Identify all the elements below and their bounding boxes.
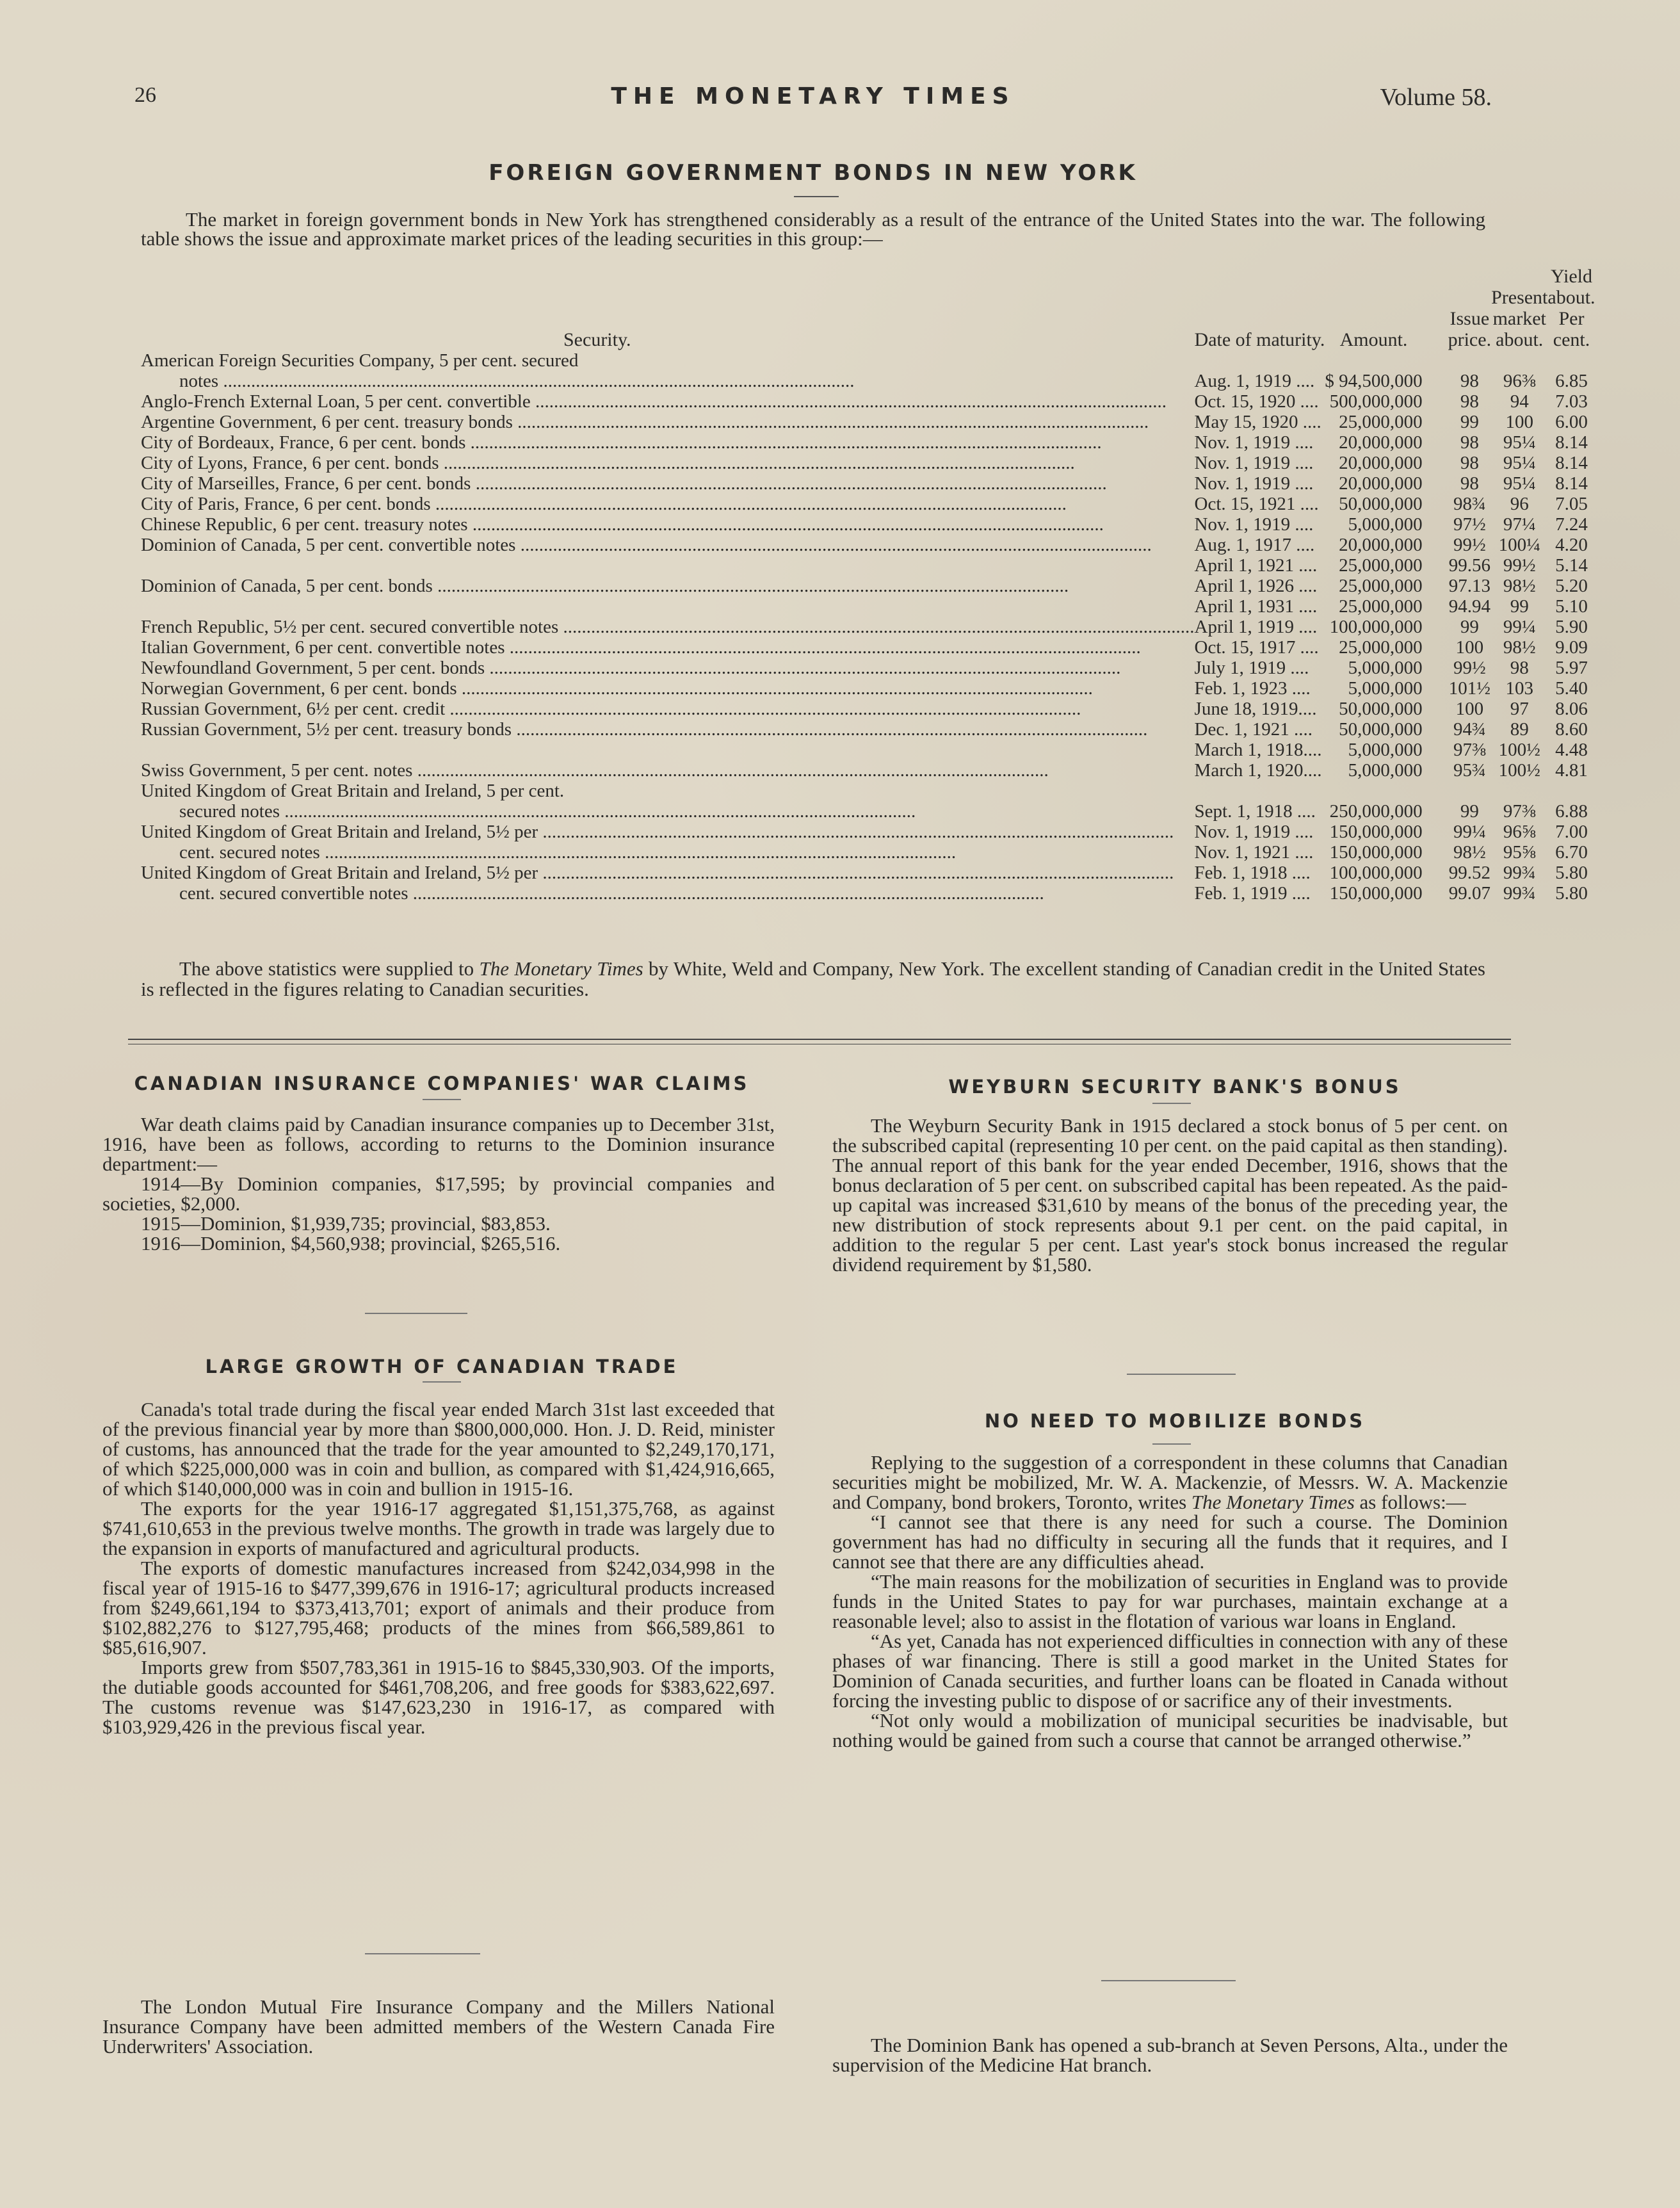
cell-date: July 1, 1919 .... <box>1194 658 1309 678</box>
cell-yield: 5.90 <box>1555 617 1588 637</box>
table-row <box>141 535 1595 555</box>
table-row <box>141 432 1595 453</box>
cell-security: City of Bordeaux, France, 6 per cent. bonds ..... <box>141 432 1195 453</box>
cell-market: 99¼ <box>1503 617 1536 637</box>
table-row <box>141 883 1595 904</box>
cell-issue: 98¾ <box>1453 494 1486 514</box>
table-row <box>141 596 1595 617</box>
cell-issue: 100 <box>1455 637 1484 658</box>
cell-date: April 1, 1926 .... <box>1194 576 1318 596</box>
war-claims-p3: 1915—Dominion, $1,939,735; provincial, $83,853. <box>141 1212 551 1235</box>
bonds-table-body <box>141 350 1595 904</box>
mobilize-p5: “Not only would a mobilization of municipal securities be inadvisable, but nothing would be gained from such a course that cannot be arranged otherwise.” <box>832 1709 1508 1751</box>
cell-security: American Foreign Securities Company, 5 per cent. secured <box>141 350 579 371</box>
cell-amount: 150,000,000 <box>1329 842 1423 863</box>
table-row <box>141 760 1595 781</box>
cell-date: Nov. 1, 1919 .... <box>1194 514 1314 535</box>
cell-security: Swiss Government, 5 per cent. notes ..... <box>141 760 1195 781</box>
outro-paragraph: The above statistics were supplied to The Monetary Times by White, Weld and Company, New York. The excellent standing of Canadian credit in the United States is reflected in the figures relating to Canadian securities. <box>141 957 1485 1000</box>
cell-date: May 15, 1920 .... <box>1194 412 1321 432</box>
cell-amount: 50,000,000 <box>1339 494 1423 514</box>
page-number: 26 <box>134 83 156 107</box>
cell-market: 97 <box>1510 699 1529 719</box>
cell-date: Nov. 1, 1919 .... <box>1194 453 1314 473</box>
cell-yield <box>1547 350 1595 371</box>
cell-security: Norwegian Government, 6 per cent. bonds ..... <box>141 678 1195 699</box>
cell-security: Chinese Republic, 6 per cent. treasury notes ..... <box>141 514 1195 535</box>
cell-date: June 18, 1919.... <box>1194 699 1317 719</box>
cell-security <box>141 596 1195 617</box>
cell-issue: 95¾ <box>1453 760 1486 781</box>
table-row <box>141 473 1595 494</box>
cell-market: 100¼ <box>1498 535 1540 555</box>
cell-yield: 7.03 <box>1555 391 1588 412</box>
cell-amount <box>1325 350 1448 371</box>
cell-date: Feb. 1, 1923 .... <box>1194 678 1311 699</box>
trade-p1: Canada's total trade during the fiscal year ended March 31st last exceeded that of the previous financial year by more than $800,000,000. Hon. J. D. Reid, minister of customs, has announced that the trade for the year amounted to $2,249,170,171, of which $225,000,000 was in coin and bullion, as compared with $1,424,916,665, of which $140,000,000 was in coin and bullion in 1915-16. <box>102 1398 775 1500</box>
cell-yield: 7.00 <box>1555 822 1588 842</box>
cell-yield: 4.20 <box>1555 535 1588 555</box>
table-row <box>141 453 1595 473</box>
col-header-security: Security. <box>563 329 631 350</box>
cell-date: Feb. 1, 1919 .... <box>1194 883 1311 904</box>
cell-market: 98½ <box>1503 637 1536 658</box>
mobilize-p3: “The main reasons for the mobilization of securities in England was to provide funds in the United States to pay for war purchases, maintain exchange at a reasonable level; also to assist in the flotation of various war loans in England. <box>832 1570 1508 1632</box>
cell-security: Italian Government, 6 per cent. convertible notes ..... <box>141 637 1195 658</box>
cell-market: 100½ <box>1498 740 1540 760</box>
cell-market: 99¾ <box>1503 883 1536 904</box>
cell-market: 96⅜ <box>1503 371 1536 391</box>
cell-security: City of Marseilles, France, 6 per cent. bonds ..... <box>141 473 1195 494</box>
cell-date: Aug. 1, 1919 .... <box>1194 371 1315 391</box>
cell-yield: 6.70 <box>1555 842 1588 863</box>
cell-security: Russian Government, 6½ per cent. credit ..... <box>141 699 1195 719</box>
cell-market <box>1491 781 1547 801</box>
cell-yield: 7.24 <box>1555 514 1588 535</box>
cell-security: French Republic, 5½ per cent. secured convertible notes ..... <box>141 617 1195 637</box>
cell-issue: 94.94 <box>1448 596 1490 617</box>
war-claims-p1: War death claims paid by Canadian insurance companies up to December 31st, 1916, have been as follows, according to returns to the Dominion insurance department:— <box>102 1113 775 1175</box>
cell-issue: 99¼ <box>1453 822 1486 842</box>
london-mutual-p: The London Mutual Fire Insurance Company and the Millers National Insurance Company have been admitted members of the Western Canada Fire Underwriters' Association. <box>102 1995 775 2058</box>
separator-rule <box>365 1313 467 1314</box>
cell-date: Oct. 15, 1920 .... <box>1194 391 1319 412</box>
cell-date <box>1195 350 1325 371</box>
table-row <box>141 350 1595 371</box>
cell-yield: 9.09 <box>1555 637 1588 658</box>
cell-market: 95¼ <box>1503 432 1536 453</box>
heading-mobilize: NO NEED TO MOBILIZE BONDS <box>984 1410 1366 1432</box>
cell-date: Feb. 1, 1918 .... <box>1194 863 1311 883</box>
cell-market <box>1491 350 1547 371</box>
heading-war-claims: CANADIAN INSURANCE COMPANIES' WAR CLAIMS <box>134 1073 750 1094</box>
cell-security: Argentine Government, 6 per cent. treasury bonds ..... <box>141 412 1195 432</box>
cell-issue: 94¾ <box>1453 719 1486 740</box>
title-rule <box>794 196 839 197</box>
table-row <box>141 637 1595 658</box>
cell-issue: 97½ <box>1453 514 1486 535</box>
cell-market: 94 <box>1510 391 1529 412</box>
cell-amount: 500,000,000 <box>1329 391 1423 412</box>
table-row <box>141 391 1595 412</box>
trade-article <box>102 1399 775 1737</box>
cell-security: Anglo-French External Loan, 5 per cent. convertible ..... <box>141 391 1195 412</box>
table-row <box>141 514 1595 535</box>
mobilize-p4: “As yet, Canada has not experienced difficulties in connection with any of these phases of war financing. There is still a good market in the United States for Dominion of Canada securities, and further loans can be floated in Canada without forcing the investing public to dispose of or sacrifice any of their investments. <box>832 1630 1508 1712</box>
cell-amount: 50,000,000 <box>1339 699 1423 719</box>
cell-yield: 5.80 <box>1555 863 1588 883</box>
cell-issue: 101½ <box>1448 678 1490 699</box>
table-row <box>141 555 1595 576</box>
mobilize-article <box>832 1452 1508 1750</box>
trade-p3: The exports of domestic manufactures increased from $242,034,998 in the fiscal year of 1915-16 to $477,399,676 in 1916-17; agricultural products increased from $249,661,194 to $373,413,701; export of animals and their produce from $102,882,276 to $127,795,468; products of the mines from $66,589,861 to $85,616,907. <box>102 1557 775 1659</box>
cell-date: March 1, 1918.... <box>1194 740 1322 760</box>
cell-amount: 25,000,000 <box>1339 555 1423 576</box>
cell-security: notes ..... <box>141 371 1195 391</box>
cell-date: March 1, 1920.... <box>1194 760 1322 781</box>
cell-issue: 98 <box>1460 432 1479 453</box>
cell-issue: 98 <box>1460 391 1479 412</box>
cell-issue: 97.13 <box>1448 576 1490 596</box>
cell-yield: 5.20 <box>1555 576 1588 596</box>
table-row <box>141 576 1595 596</box>
intro-paragraph: The market in foreign government bonds in New York has strengthened considerably as a result of the entrance of the United States into the war. The following table shows the issue and approximate market prices of the leading securities in this group:— <box>141 208 1485 250</box>
cell-security: Dominion of Canada, 5 per cent. convertible notes ..... <box>141 535 1195 555</box>
table-row <box>141 617 1595 637</box>
cell-issue: 99½ <box>1453 658 1486 678</box>
cell-market: 95¼ <box>1503 453 1536 473</box>
war-claims-p2: 1914—By Dominion companies, $17,595; by provincial companies and societies, $2,000. <box>102 1173 775 1215</box>
cell-security: United Kingdom of Great Britain and Ireland, 5½ per ..... <box>141 822 1195 842</box>
war-claims-article <box>102 1114 775 1253</box>
cell-issue: 98 <box>1460 473 1479 494</box>
cell-date: April 1, 1931 .... <box>1194 596 1318 617</box>
cell-security: City of Paris, France, 6 per cent. bonds ..... <box>141 494 1195 514</box>
cell-issue: 98 <box>1460 371 1479 391</box>
cell-yield: 4.48 <box>1555 740 1588 760</box>
cell-date: Aug. 1, 1917 .... <box>1194 535 1315 555</box>
table-row <box>141 719 1595 740</box>
cell-issue: 98½ <box>1453 842 1486 863</box>
cell-yield: 6.88 <box>1555 801 1588 822</box>
cell-issue <box>1448 781 1491 801</box>
cell-date: April 1, 1921 .... <box>1194 555 1318 576</box>
cell-market: 96⅝ <box>1503 822 1536 842</box>
cell-security <box>141 740 1195 760</box>
cell-amount: 20,000,000 <box>1339 473 1423 494</box>
war-claims-p4: 1916—Dominion, $4,560,938; provincial, $265,516. <box>141 1232 561 1254</box>
trade-p4: Imports grew from $507,783,361 in 1915-16 to $845,330,903. Of the imports, the dutiable goods accounted for $461,708,206, and free goods for $383,622,697. The customs revenue was $147,623,230 in 1916-17, as compared with $103,929,426 in the previous fiscal year. <box>102 1656 775 1738</box>
cell-amount: 250,000,000 <box>1329 801 1423 822</box>
cell-security: Dominion of Canada, 5 per cent. bonds ..... <box>141 576 1195 596</box>
cell-security: secured notes ..... <box>141 801 1195 822</box>
cell-market: 103 <box>1505 678 1533 699</box>
cell-security: cent. secured convertible notes ..... <box>141 883 1195 904</box>
cell-date: Oct. 15, 1921 .... <box>1194 494 1319 514</box>
cell-market: 98½ <box>1503 576 1536 596</box>
cell-amount: 5,000,000 <box>1348 678 1423 699</box>
col-header-issue: Issue price. <box>1448 308 1492 350</box>
cell-issue: 99 <box>1460 801 1479 822</box>
cell-amount: 25,000,000 <box>1339 576 1423 596</box>
cell-yield: 6.00 <box>1555 412 1588 432</box>
separator-rule <box>1101 1980 1236 1981</box>
cell-market: 98 <box>1510 658 1529 678</box>
heading-rule <box>1152 1103 1191 1104</box>
heading-trade: LARGE GROWTH OF CANADIAN TRADE <box>205 1356 679 1377</box>
cell-date: Nov. 1, 1921 .... <box>1194 842 1314 863</box>
cell-yield: 7.05 <box>1555 494 1588 514</box>
cell-issue: 99 <box>1460 617 1479 637</box>
cell-amount: 5,000,000 <box>1348 760 1423 781</box>
col-header-market: Present market about. <box>1491 287 1548 350</box>
cell-amount: 50,000,000 <box>1339 719 1423 740</box>
cell-security: City of Lyons, France, 6 per cent. bonds ..... <box>141 453 1195 473</box>
article-outro <box>141 959 1485 1000</box>
mobilize-p2: “I cannot see that there is any need for such a course. The Dominion government has had no difficulty in securing all the funds that it requires, and I cannot see that there are any difficulties ahead. <box>832 1511 1508 1573</box>
heading-rule <box>423 1099 461 1100</box>
cell-issue: 100 <box>1455 699 1484 719</box>
cell-amount: 20,000,000 <box>1339 432 1423 453</box>
heading-rule <box>1152 1443 1191 1445</box>
table-row <box>141 494 1595 514</box>
cell-amount: $ 94,500,000 <box>1325 371 1423 391</box>
cell-security: Newfoundland Government, 5 per cent. bonds ..... <box>141 658 1195 678</box>
bonds-table <box>141 266 1595 904</box>
cell-yield: 8.14 <box>1555 432 1588 453</box>
cell-issue: 98 <box>1460 453 1479 473</box>
cell-market: 99½ <box>1503 555 1536 576</box>
cell-market: 95⅝ <box>1503 842 1536 863</box>
dominion-bank-article <box>832 2035 1508 2075</box>
col-header-yield: Yield about. Per cent. <box>1547 266 1595 350</box>
cell-issue: 99.07 <box>1448 883 1490 904</box>
cell-date: Nov. 1, 1919 .... <box>1194 432 1314 453</box>
cell-yield: 5.80 <box>1555 883 1588 904</box>
volume-label: Volume 58. <box>1380 84 1492 111</box>
cell-yield: 5.14 <box>1555 555 1588 576</box>
cell-market: 97⅜ <box>1503 801 1536 822</box>
cell-date: Nov. 1, 1919 .... <box>1194 822 1314 842</box>
cell-market: 100½ <box>1498 760 1540 781</box>
cell-market: 100 <box>1505 412 1533 432</box>
cell-date: Sept. 1, 1918 .... <box>1194 801 1316 822</box>
table-row <box>141 842 1595 863</box>
cell-amount: 5,000,000 <box>1348 740 1423 760</box>
cell-market: 97¼ <box>1503 514 1536 535</box>
cell-amount: 25,000,000 <box>1339 596 1423 617</box>
cell-market: 99¾ <box>1503 863 1536 883</box>
cell-yield: 8.60 <box>1555 719 1588 740</box>
col-header-amount: Amount. <box>1339 329 1408 350</box>
section-divider <box>128 1039 1511 1040</box>
cell-amount <box>1325 781 1448 801</box>
heading-weyburn: WEYBURN SECURITY BANK'S BONUS <box>948 1076 1401 1098</box>
cell-amount: 20,000,000 <box>1339 535 1423 555</box>
cell-security <box>141 555 1195 576</box>
table-row <box>141 699 1595 719</box>
cell-amount: 100,000,000 <box>1329 617 1423 637</box>
cell-security: Russian Government, 5½ per cent. treasury bonds ..... <box>141 719 1195 740</box>
table-row <box>141 801 1595 822</box>
separator-rule <box>1127 1374 1236 1375</box>
table-row <box>141 678 1595 699</box>
col-header-date: Date of maturity. <box>1194 329 1325 350</box>
cell-issue: 99.52 <box>1448 863 1490 883</box>
article-intro <box>141 210 1485 248</box>
table-row <box>141 371 1595 391</box>
cell-date: April 1, 1919 .... <box>1194 617 1318 637</box>
cell-issue: 99 <box>1460 412 1479 432</box>
cell-security: United Kingdom of Great Britain and Ireland, 5½ per ..... <box>141 863 1195 883</box>
cell-security: United Kingdom of Great Britain and Ireland, 5 per cent. <box>141 781 565 801</box>
cell-issue <box>1448 350 1491 371</box>
trade-p2: The exports for the year 1916-17 aggregated $1,151,375,768, as against $741,610,653 in the previous twelve months. The growth in trade was largely due to the expansion in exports of manufactured and agricultural products. <box>102 1497 775 1559</box>
cell-date: Dec. 1, 1921 .... <box>1194 719 1312 740</box>
cell-issue: 97⅜ <box>1453 740 1486 760</box>
cell-amount: 5,000,000 <box>1348 658 1423 678</box>
page-header <box>134 83 1492 122</box>
cell-yield: 8.14 <box>1555 453 1588 473</box>
cell-amount: 20,000,000 <box>1339 453 1423 473</box>
table-row <box>141 863 1595 883</box>
heading-rule <box>423 1381 461 1383</box>
table-row <box>141 658 1595 678</box>
london-mutual-article <box>102 1997 775 2056</box>
cell-amount: 5,000,000 <box>1348 514 1423 535</box>
cell-market: 96 <box>1510 494 1529 514</box>
cell-issue: 99.56 <box>1448 555 1490 576</box>
table-row <box>141 412 1595 432</box>
table-row <box>141 822 1595 842</box>
cell-amount: 25,000,000 <box>1339 412 1423 432</box>
dominion-bank-p: The Dominion Bank has opened a sub-branch at Seven Persons, Alta., under the supervision of the Medicine Hat branch. <box>832 2034 1508 2076</box>
cell-market: 95¼ <box>1503 473 1536 494</box>
cell-market: 89 <box>1510 719 1529 740</box>
cell-amount: 100,000,000 <box>1329 863 1423 883</box>
masthead: THE MONETARY TIMES <box>611 83 1015 110</box>
table-header-row <box>141 266 1595 350</box>
cell-date: Oct. 15, 1917 .... <box>1194 637 1319 658</box>
cell-yield: 5.97 <box>1555 658 1588 678</box>
cell-yield: 4.81 <box>1555 760 1588 781</box>
cell-yield: 8.14 <box>1555 473 1588 494</box>
cell-security: cent. secured notes ..... <box>141 842 1195 863</box>
cell-yield: 5.40 <box>1555 678 1588 699</box>
table-row <box>141 740 1595 760</box>
cell-yield: 6.85 <box>1555 371 1588 391</box>
cell-yield <box>1547 781 1595 801</box>
mobilize-p1: Replying to the suggestion of a correspondent in these columns that Canadian securities might be mobilized, Mr. W. A. Mackenzie, of Messrs. W. A. Mackenzie and Company, bond brokers, Toronto, writes The Monetary Times as follows:— <box>832 1451 1508 1513</box>
cell-issue: 99½ <box>1453 535 1486 555</box>
table-row <box>141 781 1595 801</box>
cell-yield: 8.06 <box>1555 699 1588 719</box>
cell-amount: 25,000,000 <box>1339 637 1423 658</box>
weyburn-p1: The Weyburn Security Bank in 1915 declared a stock bonus of 5 per cent. on the subscribed capital (representing 10 per cent. on the paid capital as then standing). The annual report of this bank for the year ended December, 1916, shows that the bonus declaration of 5 per cent. on subscribed capital has been repeated. As the paid-up capital was increased $31,610 by means of the bonus of the preceding year, the new distribution of stock represents about 9.1 per cent. on the paid capital, in addition to the regular 5 per cent. Last year's stock bonus increased the regular dividend requirement by $1,580. <box>832 1114 1508 1276</box>
article-title-foreign-bonds: FOREIGN GOVERNMENT BONDS IN NEW YORK <box>489 160 1138 186</box>
cell-date: Nov. 1, 1919 .... <box>1194 473 1314 494</box>
cell-market: 99 <box>1510 596 1529 617</box>
cell-yield: 5.10 <box>1555 596 1588 617</box>
cell-date <box>1195 781 1325 801</box>
cell-amount: 150,000,000 <box>1329 883 1423 904</box>
weyburn-article <box>832 1116 1508 1274</box>
cell-amount: 150,000,000 <box>1329 822 1423 842</box>
separator-rule <box>365 1953 480 1954</box>
